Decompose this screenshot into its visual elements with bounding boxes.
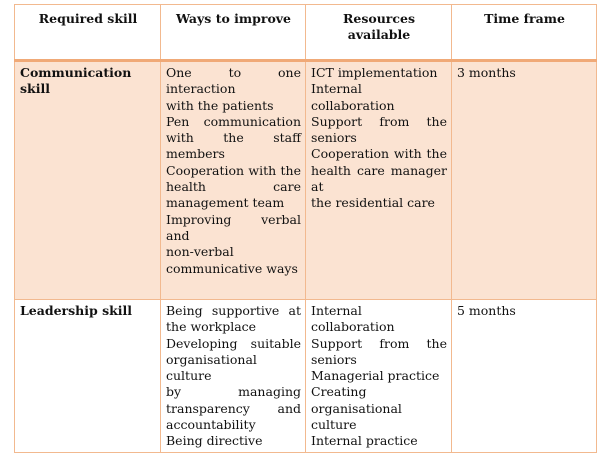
cell-line: Improving verbal and [166, 211, 301, 243]
table-row-leadership [15, 300, 597, 453]
cell-line: skill [20, 81, 50, 97]
cell-line: Support from the [311, 113, 447, 129]
cell-line: Developing suitable [166, 335, 301, 351]
cell-line: by managing [166, 384, 301, 400]
cell-line: transparency and [166, 400, 301, 416]
cell-line: One to one interaction [166, 65, 301, 97]
cell-line: organisational culture [311, 400, 402, 433]
cell-line: the workplace [166, 319, 257, 335]
cell-line: Creating [311, 384, 367, 400]
cell-line: Managerial practice [311, 368, 440, 384]
cell-line: with the staff members [166, 130, 301, 162]
cell-line: Leadership skill [20, 303, 133, 318]
header-ways-to-improve: Ways to improve [161, 5, 306, 61]
skill-cell [15, 61, 161, 300]
cell-line: Support from the [311, 335, 447, 351]
ways-cell [161, 61, 306, 300]
cell-line: Cooperation with the [166, 162, 301, 178]
cell-line: Communication [20, 65, 132, 80]
header-resources-available: Resources available [306, 5, 452, 61]
header-time-frame: Time frame [452, 5, 597, 61]
time-frame-cell: 3 months [452, 61, 597, 300]
cell-line: health care manager at [311, 162, 447, 195]
cell-line: seniors [311, 351, 357, 367]
skill-cell [15, 300, 161, 453]
cell-line: organisational culture [166, 351, 257, 384]
cell-line: seniors [311, 130, 357, 146]
resources-cell [306, 300, 452, 453]
table-row-communication [15, 61, 597, 300]
cell-line: non-verbal [166, 244, 234, 260]
cell-line: Internal collaboration [311, 81, 395, 113]
cell-line: Being directive [166, 433, 263, 449]
cell-line: Internal practice [311, 433, 418, 449]
header-row [15, 5, 597, 61]
cell-line: Being supportive at [166, 303, 301, 318]
cell-line: accountability [166, 417, 256, 433]
cell-line: Cooperation with the [311, 146, 447, 162]
cell-line: the residential care [311, 195, 435, 211]
cell-line: Pen communication [166, 113, 301, 129]
header-required-skill: Required skill [15, 5, 161, 61]
cell-line: health care [166, 179, 301, 195]
cell-line: communicative ways [166, 260, 298, 276]
skills-table [14, 4, 597, 453]
cell-line: management team [166, 195, 285, 211]
resources-cell [306, 61, 452, 300]
cell-line: with the patients [166, 97, 274, 113]
ways-cell [161, 300, 306, 453]
cell-line: Internal collaboration [311, 303, 395, 335]
time-frame-cell: 5 months [452, 300, 597, 453]
cell-line: ICT implementation [311, 65, 438, 80]
